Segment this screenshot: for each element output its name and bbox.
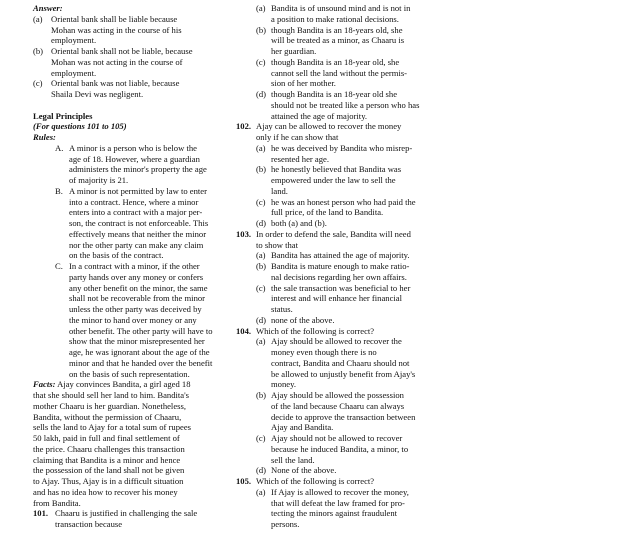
text-line: cannot sell the land without the permis- xyxy=(271,67,408,78)
text-line: status. xyxy=(271,304,293,314)
text-line: he honestly believed that Bandita was xyxy=(271,164,402,175)
option-text xyxy=(271,250,418,261)
text-line: decide to approve the transaction between xyxy=(271,411,416,422)
rule-text xyxy=(69,143,220,186)
option-label: (d) xyxy=(256,465,267,476)
questions-range: (For questions 101 to 105) xyxy=(33,121,127,132)
option-label: (c) xyxy=(256,433,266,443)
text-line: the minor to hand over money or any xyxy=(69,314,197,325)
text-line: resented her age. xyxy=(271,153,329,164)
option-text xyxy=(271,143,418,165)
option-label: (d) xyxy=(256,314,267,325)
rules-heading: Rules: xyxy=(33,132,56,142)
text-line: on the basis of such representation. xyxy=(69,368,190,379)
text-line: Ajay should be allowed the possession xyxy=(271,390,404,400)
text-line: interest and will enhance her financial xyxy=(271,293,402,304)
text-line: Shaila Devi was negligent. xyxy=(51,89,144,99)
text-line: sell the land. xyxy=(271,454,315,465)
text-line: because he induced Bandita, a minor, to xyxy=(271,443,409,454)
question-stem xyxy=(236,229,418,251)
text-line: attained the age of majority. xyxy=(271,110,368,121)
text-line: employment. xyxy=(51,67,97,78)
text-line: age of 18. However, where a guardian xyxy=(69,153,200,164)
text-line: In order to defend the sale, Bandita will need xyxy=(256,228,411,239)
answer-option xyxy=(33,78,220,100)
text-line: Chaaru is justified in challenging the sale xyxy=(55,508,198,519)
question-stem xyxy=(236,476,418,487)
option-item xyxy=(236,218,418,229)
text-line: sion of her mother. xyxy=(271,78,336,89)
option-item xyxy=(236,336,418,390)
option-label: (d) xyxy=(256,89,267,99)
text-line: on the basis of the contract. xyxy=(69,250,164,261)
text-line: sells the land to Ajay for a total sum of rupees xyxy=(33,422,191,433)
text-line: contract, Bandita and Chaaru should not xyxy=(271,357,410,368)
text-line: administers the minor's property the age xyxy=(69,164,207,175)
text-line: party hands over any money or confers xyxy=(69,271,204,282)
spacer xyxy=(33,100,220,111)
text-line: and has no idea how to recover his money xyxy=(33,486,178,497)
option-text xyxy=(271,261,418,283)
text-line: he was deceived by Bandita who misrep- xyxy=(271,142,413,153)
text-line: enters into a contract with a major per- xyxy=(69,207,203,218)
rule-label: C. xyxy=(55,261,63,271)
text-line: Which of the following is correct? xyxy=(256,476,375,486)
text-line: though Bandita is an 18-years old, she xyxy=(271,24,403,35)
question-stem xyxy=(236,121,418,143)
option-item xyxy=(236,57,418,89)
facts-line: Ajay convinces Bandita, a girl aged 18 xyxy=(55,379,191,390)
rule-label: B. xyxy=(55,185,63,196)
option-label: (a) xyxy=(256,142,266,153)
text-line: that she should sell her land to him. Bandita's xyxy=(33,390,189,400)
option-item xyxy=(236,465,418,476)
option-text xyxy=(271,197,418,219)
text-line: A minor is a person who is below the xyxy=(69,142,197,153)
rule-item xyxy=(33,186,220,261)
text-line: Bandita is of unsound mind and is not in xyxy=(271,3,411,13)
option-text xyxy=(271,487,418,530)
option-text xyxy=(271,89,419,121)
text-line: 50 lakh, paid in full and final settlement of xyxy=(33,433,180,443)
text-line: none of the above. xyxy=(271,314,335,325)
text-line: transaction because xyxy=(55,519,123,529)
text-line xyxy=(33,379,220,390)
option-text xyxy=(271,315,418,326)
text-line: will be treated as a minor, as Chaaru is xyxy=(271,35,405,46)
question-text xyxy=(55,508,220,530)
option-item xyxy=(236,143,418,165)
option-text xyxy=(271,336,418,390)
legal-principles-heading: Legal Principles xyxy=(33,110,93,121)
option-label: (a) xyxy=(256,3,266,13)
text-line: the possession of the land shall not be given xyxy=(33,465,185,476)
question-text xyxy=(256,121,418,143)
text-line: Ajay and Bandita. xyxy=(271,422,334,433)
option-item xyxy=(236,164,418,196)
text-line: though Bandita is an 18-year old she xyxy=(271,89,398,99)
option-item xyxy=(236,25,418,57)
question-text xyxy=(256,476,418,487)
question-number: 102. xyxy=(236,121,252,132)
option-text xyxy=(271,218,418,229)
text-line: money even though there is no xyxy=(271,347,377,357)
option-item xyxy=(236,487,418,530)
option-text xyxy=(271,164,418,196)
text-line: Mohan was acting in the course of his xyxy=(51,24,182,35)
option-label: (b) xyxy=(256,24,267,35)
question-text xyxy=(256,229,418,251)
question-stem xyxy=(236,326,418,337)
option-label: (a) xyxy=(256,250,266,261)
text-line: Bandita is mature enough to make ratio- xyxy=(271,261,410,271)
text-line: be allowed to unjustly benefit from Ajay's xyxy=(271,368,416,379)
text-line: minor and that he handed over the benefit xyxy=(69,357,213,368)
option-text xyxy=(271,390,418,433)
text-line: Ajay should not be allowed to recover xyxy=(271,433,403,443)
option-label: (b) xyxy=(33,46,44,56)
text-line: land. xyxy=(271,185,288,196)
text-line: Bandita, without the permission of Chaaru, xyxy=(33,411,182,422)
text-line: show that the minor misrepresented her xyxy=(69,336,205,347)
text-line: into a contract. Hence, where a minor xyxy=(69,196,199,207)
right-column xyxy=(236,3,418,530)
text-line: Oriental bank shall not be liable, because xyxy=(51,46,193,56)
option-item xyxy=(236,283,418,315)
text-line: though Bandita is an 18-year old, she xyxy=(271,56,400,67)
facts-label: Facts: xyxy=(33,379,56,390)
option-label: (c) xyxy=(256,282,266,293)
text-line: mother Chaaru is her guardian. Nonetheless, xyxy=(33,400,186,411)
text-line: full price, of the land to Bandita. xyxy=(271,207,384,218)
option-item xyxy=(236,250,418,261)
option-label: (a) xyxy=(256,486,266,497)
answer-option xyxy=(33,46,220,78)
option-text xyxy=(47,14,220,46)
text-line: Oriental bank shall be liable because xyxy=(51,13,178,24)
rule-item xyxy=(33,261,220,379)
text-line: only if he can show that xyxy=(256,132,339,142)
option-item xyxy=(236,315,418,326)
text-line: to show that xyxy=(256,239,299,250)
text-line: Ajay can be allowed to recover the money xyxy=(256,121,402,132)
option-label: (d) xyxy=(256,218,267,228)
option-label: (b) xyxy=(256,390,267,400)
option-text xyxy=(47,46,220,78)
rule-text xyxy=(69,261,220,379)
text-line: from Bandita. xyxy=(33,497,81,508)
text-line: son, the contract is not enforceable. This xyxy=(69,218,209,228)
option-label: (a) xyxy=(256,336,266,347)
text-line: shall not be recoverable from the minor xyxy=(69,293,206,304)
text-line: should not be treated like a person who has xyxy=(271,99,420,110)
text-line: nal decisions regarding her own affairs. xyxy=(271,271,407,282)
option-item xyxy=(236,433,418,465)
option-label: (a) xyxy=(33,13,43,24)
text-line: If Ajay is allowed to recover the money, xyxy=(271,486,409,497)
option-label: (b) xyxy=(256,164,267,175)
facts-block xyxy=(33,379,220,508)
rule-item xyxy=(33,143,220,186)
option-label: (c) xyxy=(33,78,43,89)
rule-label: A. xyxy=(55,142,64,153)
option-item xyxy=(236,261,418,283)
text-line: of majority is 21. xyxy=(69,175,129,185)
rule-text xyxy=(69,186,220,261)
question-stem xyxy=(33,508,220,530)
question-number: 104. xyxy=(236,325,252,336)
text-line: any other benefit on the minor, the same xyxy=(69,282,208,293)
option-label: (c) xyxy=(256,196,266,207)
text-line: Which of the following is correct? xyxy=(256,325,375,336)
text-line: Ajay should be allowed to recover the xyxy=(271,336,402,347)
answer-heading: Answer: xyxy=(33,3,63,13)
option-item xyxy=(236,197,418,219)
text-line: the price. Chaaru challenges this transaction xyxy=(33,443,185,454)
option-text xyxy=(271,465,418,476)
text-line: Bandita has attained the age of majority. xyxy=(271,250,410,261)
text-line: empowered under the law to sell the xyxy=(271,175,396,185)
option-label: (b) xyxy=(256,261,267,271)
text-line: that will defeat the law framed for pro- xyxy=(271,497,405,508)
question-text xyxy=(256,326,418,337)
option-label: (c) xyxy=(256,56,266,67)
text-line: nor the other party can make any claim xyxy=(69,239,204,250)
left-column xyxy=(33,3,220,530)
text-line: other benefit. The other party will have to xyxy=(69,325,213,336)
option-text xyxy=(271,433,418,465)
answer-option xyxy=(33,14,220,46)
option-text xyxy=(271,25,418,57)
text-line: age, he was ignorant about the age of the xyxy=(69,347,210,357)
text-line: to Ajay. Thus, Ajay is in a difficult situation xyxy=(33,476,184,486)
question-number: 103. xyxy=(236,228,252,239)
option-item xyxy=(236,390,418,433)
option-text xyxy=(271,3,418,25)
text-line: the sale transaction was beneficial to her xyxy=(271,282,411,293)
text-line: In a contract with a minor, if the other xyxy=(69,261,200,271)
text-line: both (a) and (b). xyxy=(271,218,327,228)
question-number: 101. xyxy=(33,508,49,519)
text-line: a position to make rational decisions. xyxy=(271,13,399,24)
text-line: money. xyxy=(271,379,296,390)
option-text xyxy=(271,57,418,89)
text-line: of the land because Chaaru can always xyxy=(271,400,405,411)
text-line: Oriental bank was not liable, because xyxy=(51,78,180,89)
text-line: persons. xyxy=(271,519,300,529)
text-line: unless the other party was deceived by xyxy=(69,304,202,314)
text-line: effectively means that neither the minor xyxy=(69,228,207,239)
question-number: 105. xyxy=(236,476,252,486)
text-line: her guardian. xyxy=(271,46,317,56)
text-line: he was an honest person who had paid the xyxy=(271,196,416,207)
text-line: A minor is not permitted by law to enter xyxy=(69,185,207,196)
text-line: Mohan was not acting in the course of xyxy=(51,56,183,67)
option-text xyxy=(271,283,418,315)
option-item xyxy=(236,89,418,121)
text-line: tecting the minors against fraudulent xyxy=(271,508,398,519)
text-line: claiming that Bandita is a minor and hence xyxy=(33,454,181,465)
text-line: employment. xyxy=(51,35,97,46)
text-line: None of the above. xyxy=(271,465,337,476)
option-item xyxy=(236,3,418,25)
option-text xyxy=(47,78,220,100)
